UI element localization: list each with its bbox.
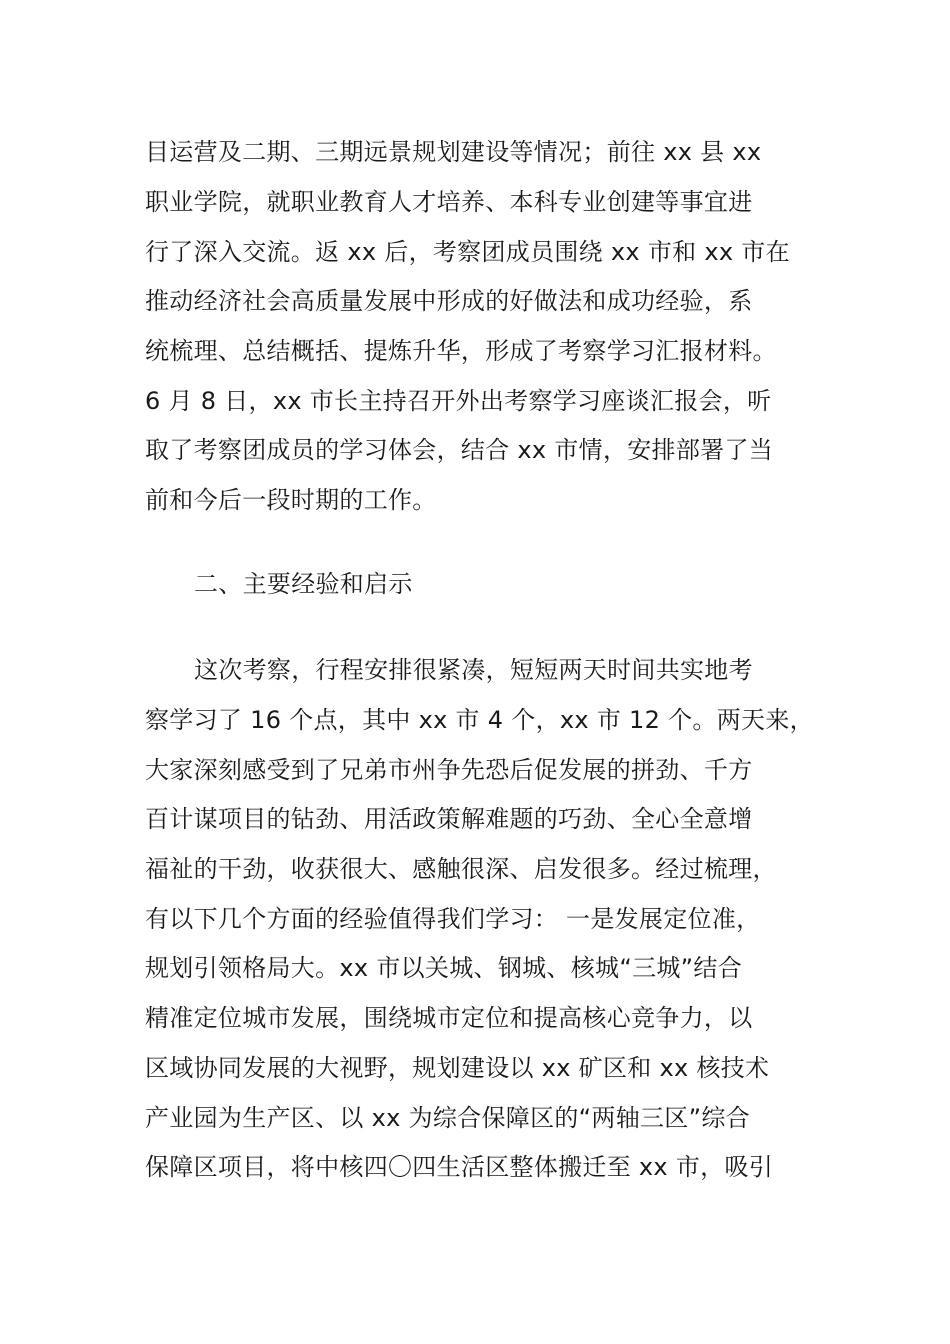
text-line: 取了考察团成员的学习体会，结合 xx 市情，安排部署了当: [145, 436, 774, 464]
text-line: 产业园为生产区、以 xx 为综合保障区的“两轴三区”综合: [145, 1104, 750, 1132]
text-line: 有以下几个方面的经验值得我们学习： 一是发展定位准，: [145, 905, 761, 933]
text-line: 区域协同发展的大视野，规划建设以 xx 矿区和 xx 核技术: [145, 1054, 770, 1082]
text-line: 前和今后一段时期的工作。: [145, 486, 437, 514]
text-line: 保障区项目，将中核四〇四生活区整体搬迁至 xx 市，吸引: [145, 1153, 774, 1181]
text-line: 统梳理、总结概括、提炼升华，形成了考察学习汇报材料。: [145, 337, 777, 365]
text-line: 察学习了 16 个点，其中 xx 市 4 个，xx 市 12 个。两天来，: [145, 706, 814, 734]
text-line: 职业学院，就职业教育人才培养、本科专业创建等事宜进: [145, 188, 753, 216]
text-line: 百计谋项目的钻劲、用活政策解难题的巧劲、全心全意增: [145, 805, 753, 833]
text-line: 这次考察，行程安排很紧凑，短短两天时间共实地考: [194, 656, 753, 684]
text-line: 推动经济社会高质量发展中形成的好做法和成功经验，系: [145, 287, 753, 315]
text-line: 6 月 8 日，xx 市长主持召开外出考察学习座谈汇报会，听: [145, 387, 772, 415]
text-line: 精准定位城市发展，围绕城市定位和提高核心竞争力，以: [145, 1004, 753, 1032]
text-line: 行了深入交流。返 xx 后，考察团成员围绕 xx 市和 xx 市在: [145, 238, 790, 266]
text-line: 福祉的干劲，收获很大、感触很深、启发很多。经过梳理，: [145, 855, 777, 883]
text-line: 规划引领格局大。xx 市以关城、钢城、核城“三城”结合: [145, 954, 743, 982]
section-heading: 二、主要经验和启示: [194, 570, 413, 598]
text-line: 目运营及二期、三期远景规划建设等情况；前往 xx 县 xx: [145, 138, 762, 166]
text-line: 大家深刻感受到了兄弟市州争先恐后促发展的拼劲、千方: [145, 756, 753, 784]
